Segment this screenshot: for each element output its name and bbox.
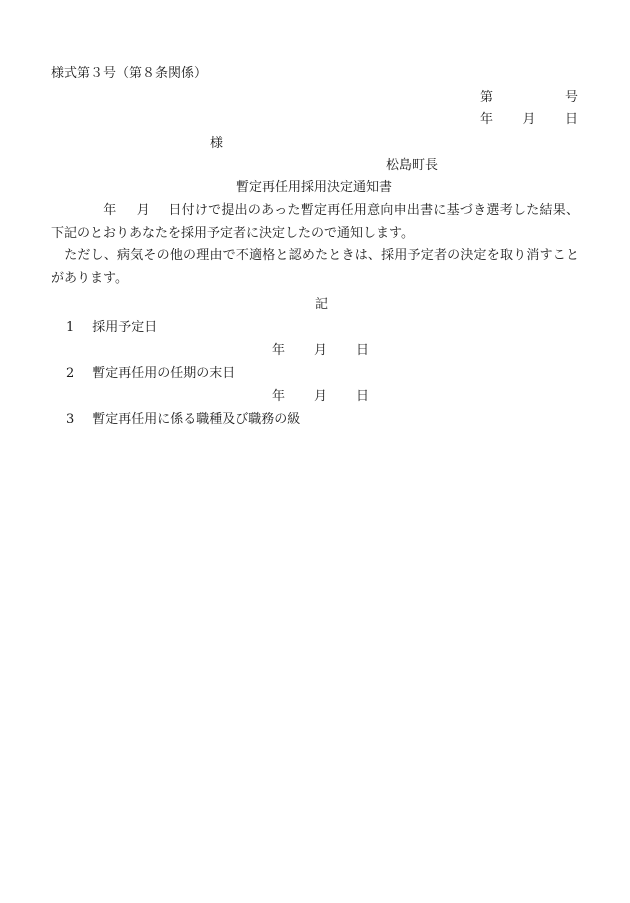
- item-1: [66, 320, 157, 336]
- item-2-date-day: 日: [355, 389, 369, 404]
- item-3-label: 暫定再任用に係る職種及び職務の級: [92, 412, 301, 427]
- item-2-date-year: 年: [272, 389, 286, 404]
- item-1-date-year: 年: [272, 343, 286, 358]
- issue-date-month: 月: [522, 112, 536, 127]
- issue-date-line: [480, 112, 578, 128]
- item-2: [66, 366, 235, 382]
- number-prefix: 第: [480, 90, 494, 105]
- item-2-label: 暫定再任用の任期の末日: [92, 366, 236, 381]
- ki-heading: 記: [315, 297, 329, 312]
- item-1-date-day: 日: [355, 343, 369, 358]
- item-2-number: 2: [66, 366, 75, 381]
- number-suffix: 号: [564, 90, 578, 105]
- body-paragraph-2: [51, 245, 579, 290]
- form-label: 様式第３号（第８条関係）: [51, 66, 208, 81]
- body-paragraph-2-text: ただし、病気その他の理由で不適格と認めたときは、採用予定者の決定を取り消すことがあります。: [51, 248, 579, 286]
- body-paragraph-1-text: 日付けで提出のあった暫定再任用意向申出書に基づき選考した結果、下記のとおりあなたを採用予定者に決定したので通知します。: [51, 203, 579, 241]
- body-month: 月: [136, 203, 151, 218]
- document-title: 暫定再任用採用決定通知書: [236, 180, 393, 195]
- issuer-name: 松島町長: [386, 158, 439, 173]
- item-2-date: [272, 389, 369, 405]
- item-3: [66, 412, 300, 428]
- document-number-line: [480, 90, 578, 106]
- item-1-label: 採用予定日: [92, 320, 158, 335]
- addressee-suffix: 様: [210, 136, 224, 151]
- item-3-number: 3: [66, 412, 75, 427]
- body-paragraph-1: [51, 200, 579, 245]
- body-year: 年: [103, 203, 117, 218]
- issue-date-day: 日: [564, 112, 578, 127]
- item-1-number: 1: [66, 320, 75, 335]
- item-1-date-month: 月: [313, 343, 327, 358]
- item-1-date: [272, 343, 369, 359]
- item-2-date-month: 月: [313, 389, 327, 404]
- issue-date-year: 年: [480, 112, 494, 127]
